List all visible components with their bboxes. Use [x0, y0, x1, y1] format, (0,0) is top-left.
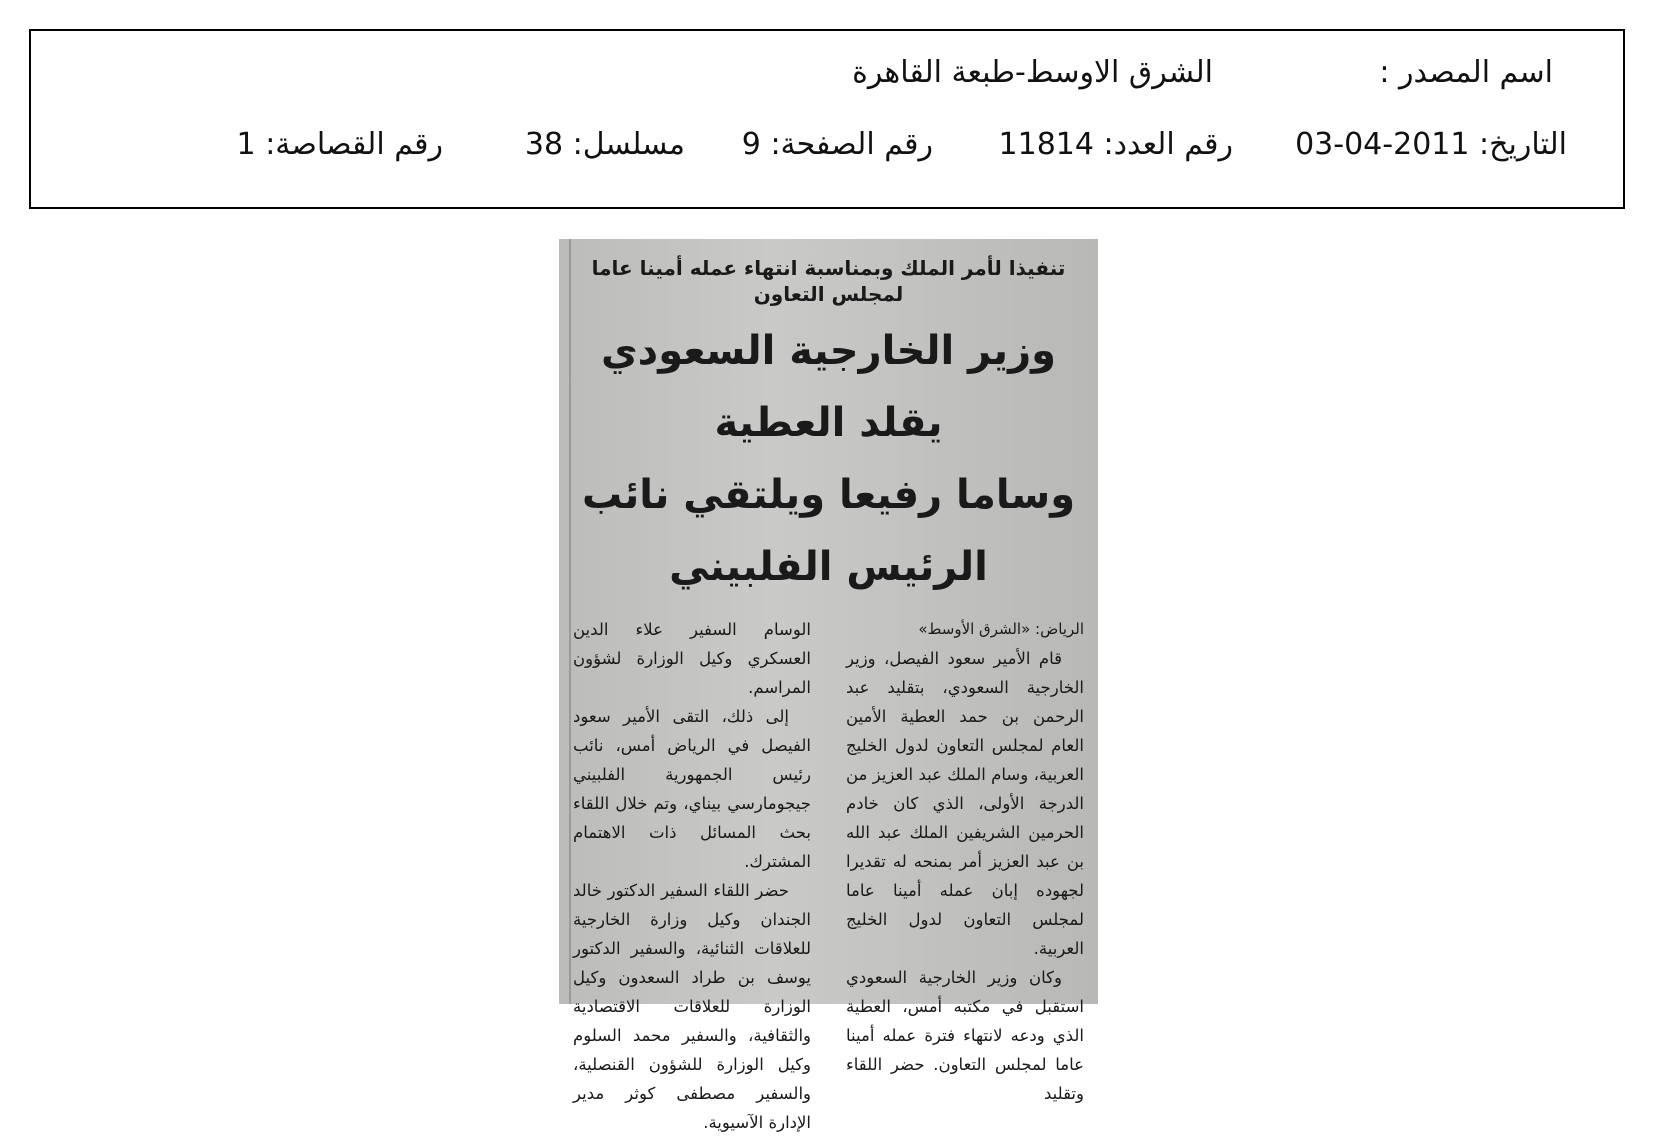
serial-label: مسلسل:: [572, 127, 685, 162]
article-columns: [573, 615, 1084, 1137]
clip-field: [237, 127, 443, 163]
article-column-left: [573, 615, 811, 1137]
article-column-right: [846, 615, 1084, 1137]
article-paragraph: الوسام السفير علاء الدين العسكري وكيل الوزارة لشؤون المراسم.: [573, 620, 811, 697]
article-paragraph: وكان وزير الخارجية السعودي استقبل في مكتبه أمس، العطية الذي ودعه لانتهاء فترة عمله أمينا عاما لمجلس التعاون. حضر اللقاء وتقليد: [846, 968, 1084, 1103]
page-field: [742, 127, 933, 163]
source-label: اسم المصدر :: [1379, 55, 1553, 90]
source-value: الشرق الاوسط-طبعة القاهرة: [852, 55, 1213, 90]
clipping-metadata-box: [29, 29, 1625, 209]
clip-value: 1: [236, 127, 256, 162]
serial-value: 38: [524, 127, 564, 162]
article-paragraph: إلى ذلك، التقى الأمير سعود الفيصل في الرياض أمس، نائب رئيس الجمهورية الفلبيني جيجومارسي بيناي، وتم خلال اللقاء بحث المسائل ذات الاهتمام المشترك.: [573, 707, 811, 871]
newspaper-clipping: [559, 239, 1098, 1132]
issue-label: رقم العدد:: [1103, 127, 1233, 162]
article-paragraph: قام الأمير سعود الفيصل، وزير الخارجية السعودي، بتقليد عبد الرحمن بن حمد العطية الأمين العام لمجلس التعاون لدول الخليج العربية، وسام الملك عبد العزيز من الدرجة الأولى، الذي كان خادم الحرمين الشريفين الملك عبد الله بن عبد العزيز أمر بمنحه له تقديرا لجهوده إبان عمله أمينا عاما لمجلس التعاون لدول الخليج العربية.: [846, 649, 1084, 958]
date-field: [1295, 127, 1567, 163]
serial-field: [525, 127, 685, 163]
issue-value: 11814: [998, 127, 1094, 162]
article-kicker: تنفيذا لأمر الملك وبمناسبة انتهاء عمله أمينا عاما لمجلس التعاون: [591, 256, 1066, 306]
article-dateline: الرياض: «الشرق الأوسط»: [918, 620, 1084, 638]
headline-line-2: وساما رفيعا ويلتقي نائب الرئيس الفلبيني: [581, 472, 1076, 590]
article-headline: [573, 315, 1084, 603]
date-label: التاريخ:: [1479, 127, 1567, 162]
page-label: رقم الصفحة:: [770, 127, 933, 162]
date-value: 2011-04-03: [1295, 127, 1470, 162]
article-paragraph: حضر اللقاء السفير الدكتور خالد الجندان وكيل وزارة الخارجية للعلاقات الثنائية، والسفير الدكتور يوسف بن طراد السعدون وكيل الوزارة للعلاقات الاقتصادية والثقافية، والسفير محمد السلوم وكيل الوزارة للشؤون القنصلية، والسفير مصطفى كوثر مدير الإدارة الآسيوية.: [573, 881, 811, 1132]
clip-label: رقم القصاصة:: [265, 127, 443, 162]
page-value: 9: [741, 127, 761, 162]
headline-line-1: وزير الخارجية السعودي يقلد العطية: [601, 328, 1056, 446]
issue-field: [999, 127, 1233, 163]
